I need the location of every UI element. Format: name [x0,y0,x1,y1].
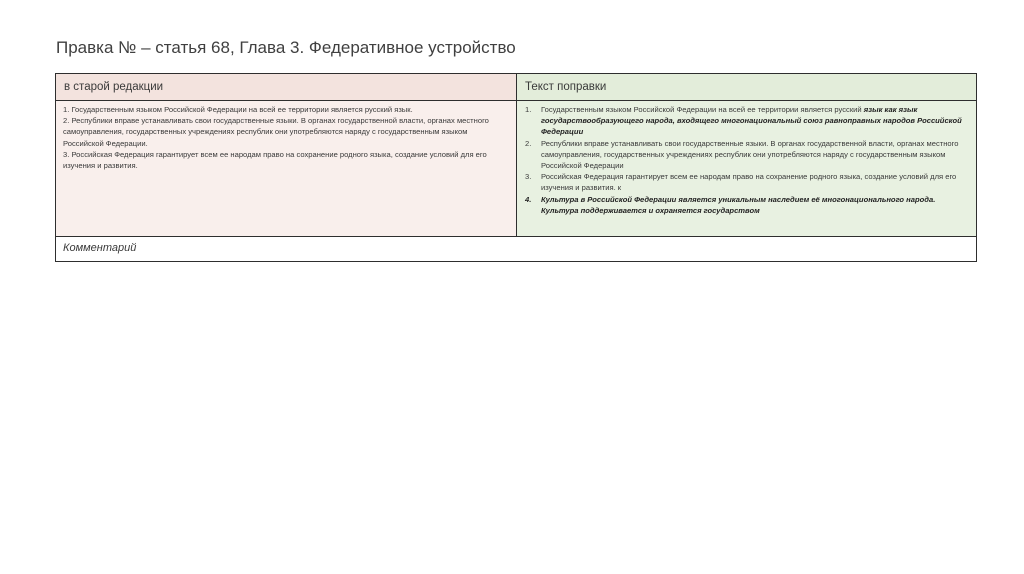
old-paragraph-2: 2. Республики вправе устанавливать свои государственные языки. В органах государственной власти, органах местного самоуправления, государственных учреждениях республик они употребляются наряду с государственным языком Российской Федерации. [63,116,489,148]
amendment-item-number: 2. [525,138,532,148]
amendment-item-text [541,104,970,138]
amendment-plain-text: Государственным языком Российской Федерации на всей ее территории является русский [541,105,864,114]
comment-label: Комментарий [56,237,976,261]
amendment-added-text: Культура в Российской Федерации является уникальным наследием её многонационального народа. Культура поддерживается и охраняется государством [541,194,936,215]
amendment-plain-text: Российская Федерация гарантирует всем ее народам право на сохранение родного языка, создание условий для его изучения и развития. к [541,172,957,193]
amendment-list [525,104,970,216]
amendment-item-1 [525,104,970,138]
table-body-row [56,101,976,237]
amendment-added-text: язык как язык государствообразующего народа, входящего многонациональный союз равноправных народов Российской Федерации [541,105,962,137]
amendment-item-text [541,138,970,172]
amendment-item-number: 4. [525,194,532,204]
slide-title: Правка № – статья 68, Глава 3. Федеративное устройство [56,38,516,57]
amendment-cell [517,101,976,237]
amendment-item-number: 3. [525,172,532,182]
amendment-table [55,73,977,262]
table-header-row [56,74,976,101]
amendment-item-text [541,171,970,193]
old-version-cell [56,101,517,237]
old-paragraph-1: 1. Государственным языком Российской Федерации на всей ее территории является русский язык. [63,105,413,114]
amendment-item-text [541,194,970,216]
old-version-header: в старой редакции [56,74,517,101]
amendment-header: Текст поправки [517,74,976,101]
amendment-plain-text: Республики вправе устанавливать свои государственные языки. В органах государственной власти, органах местного самоуправления, государственных учреждениях республик они употребляются наряду с государственным языком Российской Федерации [541,138,959,171]
amendment-item-4 [525,194,970,216]
amendment-item-3 [525,171,970,193]
amendment-item-number: 1. [525,105,532,114]
amendment-item-2 [525,138,970,172]
old-paragraph-3: 3. Российская Федерация гарантирует всем ее народам право на сохранение родного языка, создание условий для его изучения и развития. [63,149,487,171]
comment-row [56,237,976,261]
